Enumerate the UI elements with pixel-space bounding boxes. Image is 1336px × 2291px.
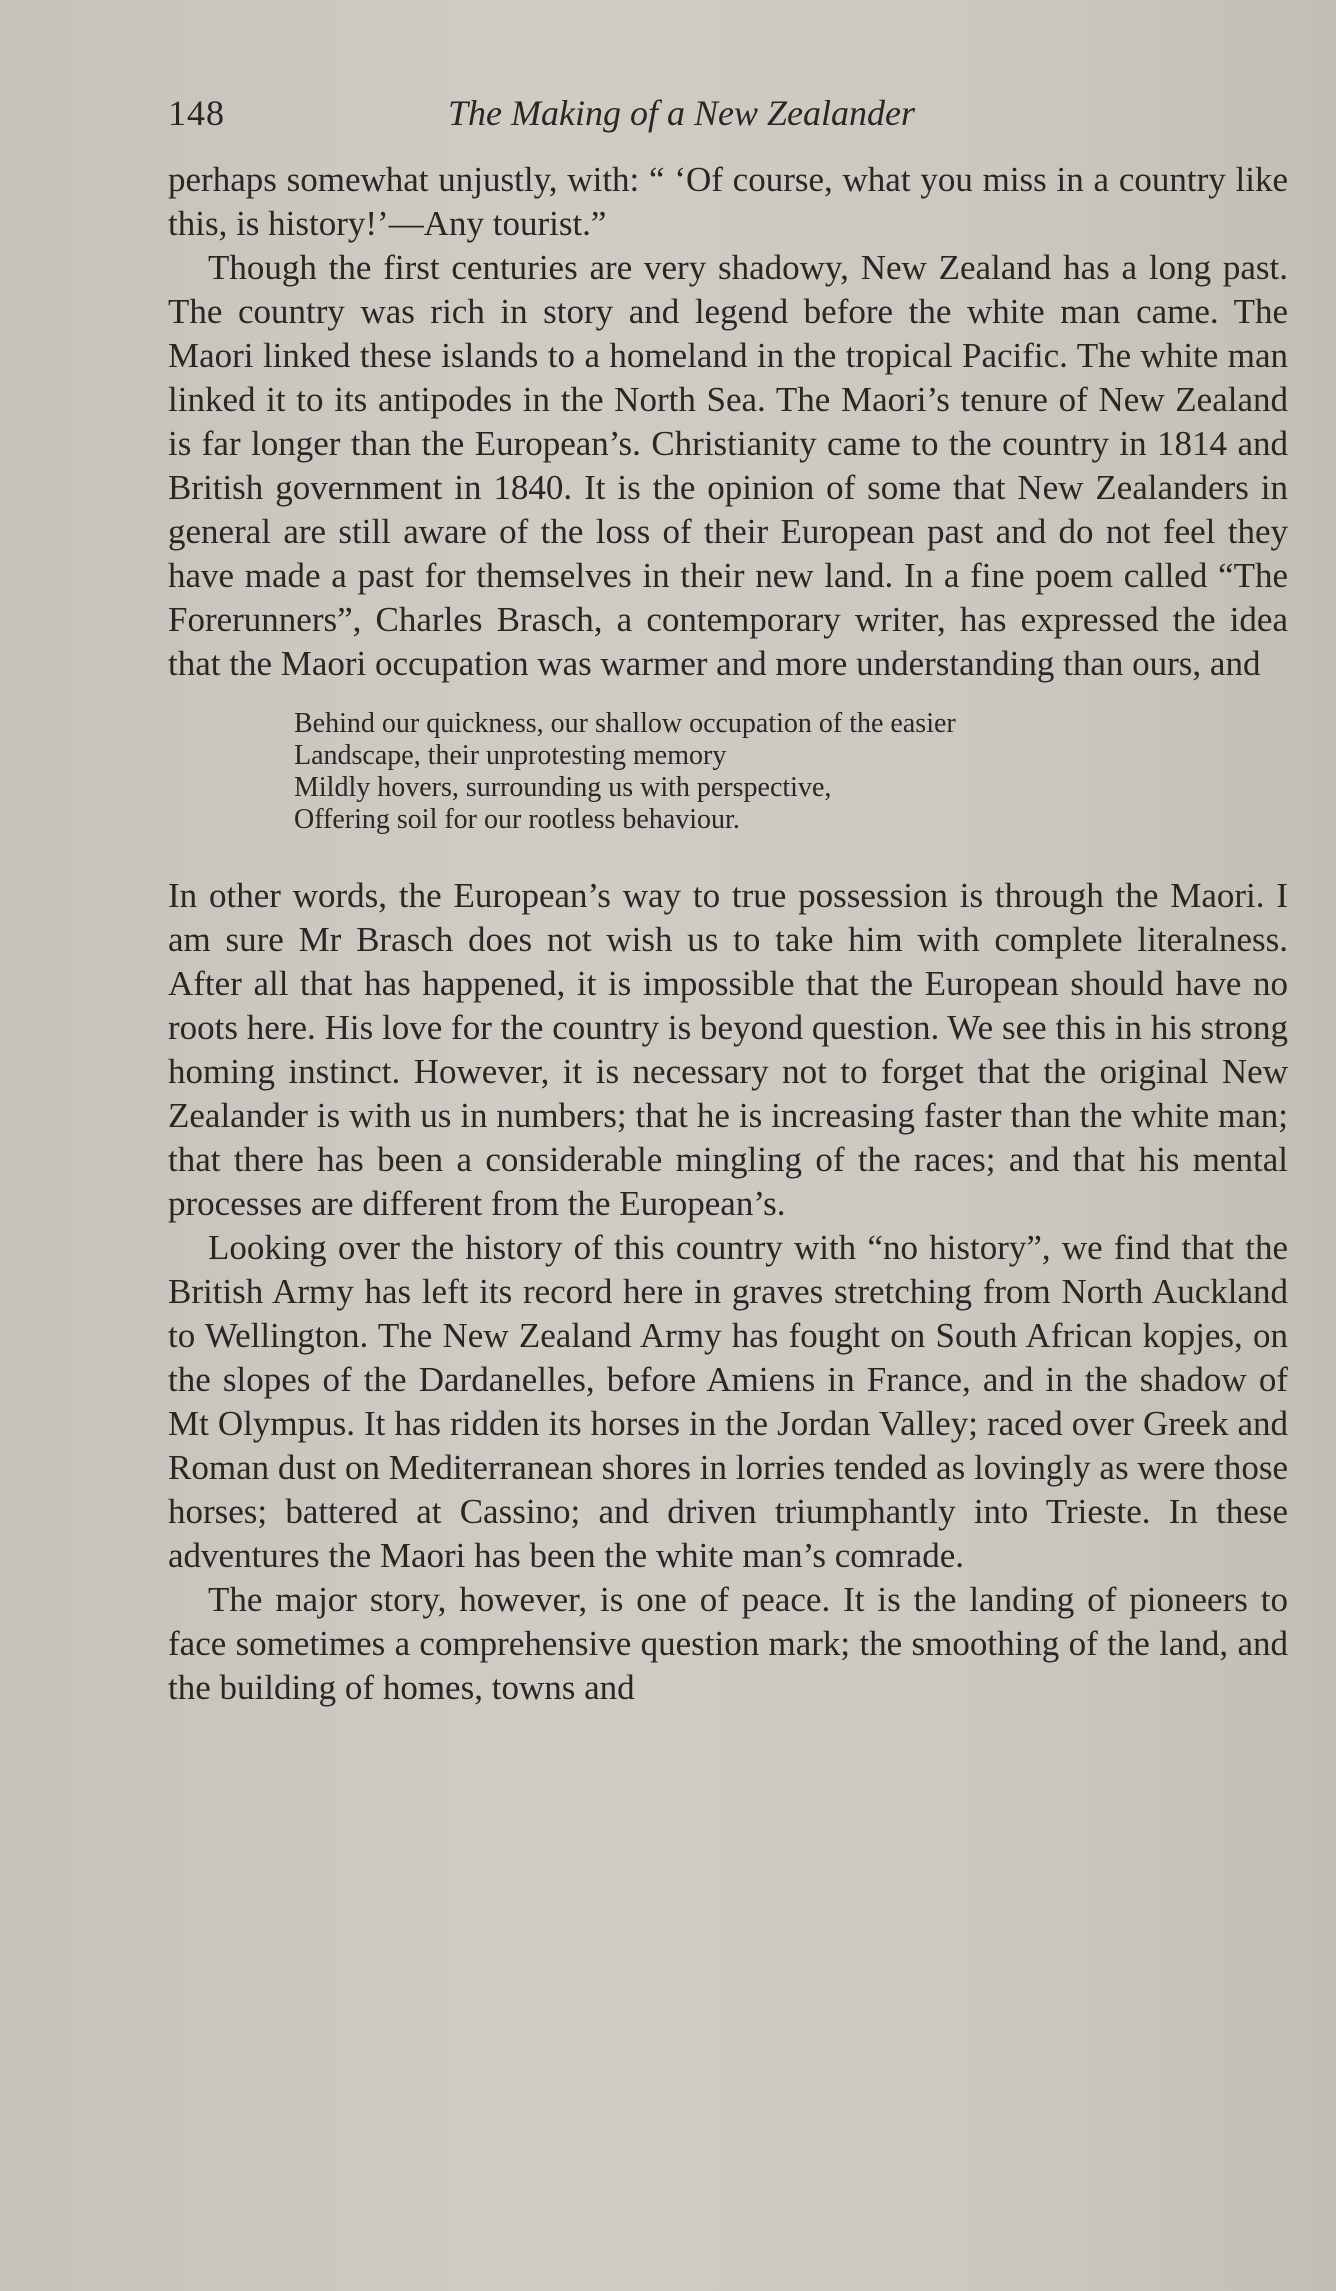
poem-line: Landscape, their unprotesting memory xyxy=(294,740,727,771)
paragraph-forerunners: Though the first centuries are very shadowy, New Zealand has a long past. The country was rich in story and legend before the white man came. The Maori linked these islands to a homeland in the tropical Pacific. The white man linked it to its antipodes in the North Sea. The Maori’s tenure of New Zealand is far longer than the European’s. Christianity came to the country in 1814 and British government in 1840. It is the opinion of some that New Zealanders in general are still aware of the loss of their European past and do not feel they have made a past for themselves in their new land. In a fine poem called “The Forerunners”, Charles Brasch, a contemporary writer, has expressed the idea that the Maori occupation was warmer and more understanding than ours, and xyxy=(168,248,1288,683)
poem-line: Offering soil for our rootless behaviour. xyxy=(294,804,740,835)
page-number: 148 xyxy=(168,93,225,133)
running-head xyxy=(168,88,1288,138)
poem-line: Behind our quickness, our shallow occupation of the easier xyxy=(294,708,956,739)
poem-line: Mildly hovers, surrounding us with perspective, xyxy=(294,772,832,803)
body-text xyxy=(168,158,1288,1710)
paragraph-military-history: Looking over the history of this country with “no history”, we find that the British Army has left its record here in graves stretching from North Auckland to Wellington. The New Zealand Army has fought on South African kopjes, on the slopes of the Dardanelles, before Amiens in France, and in the shadow of Mt Olympus. It has ridden its horses in the Jordan Valley; raced over Greek and Roman dust on Mediterranean shores in lorries tended as lovingly as were those horses; battered at Cassino; and driven triumphantly into Trieste. In these adventures the Maori has been the white man’s comrade. xyxy=(168,1228,1288,1575)
paragraph-major-story: The major story, however, is one of peace. It is the landing of pioneers to face sometimes a comprehensive question mark; the smoothing of the land, and the building of homes, towns and xyxy=(168,1580,1288,1707)
poem-quote xyxy=(294,708,1288,836)
paragraph-continued: perhaps somewhat unjustly, with: “ ‘Of course, what you miss in a country like this, is history!’—Any tourist.” xyxy=(168,160,1288,243)
book-title: The Making of a New Zealander xyxy=(448,93,915,133)
paragraph-other-words: In other words, the European’s way to true possession is through the Maori. I am sure Mr Brasch does not wish us to take him with complete literalness. After all that has happened, it is impossible that the European should have no roots here. His love for the country is beyond question. We see this in his strong homing instinct. However, it is necessary not to forget that the original New Zealander is with us in numbers; that he is increasing faster than the white man; that there has been a considerable mingling of the races; and that his mental processes are different from the European’s. xyxy=(168,876,1288,1223)
